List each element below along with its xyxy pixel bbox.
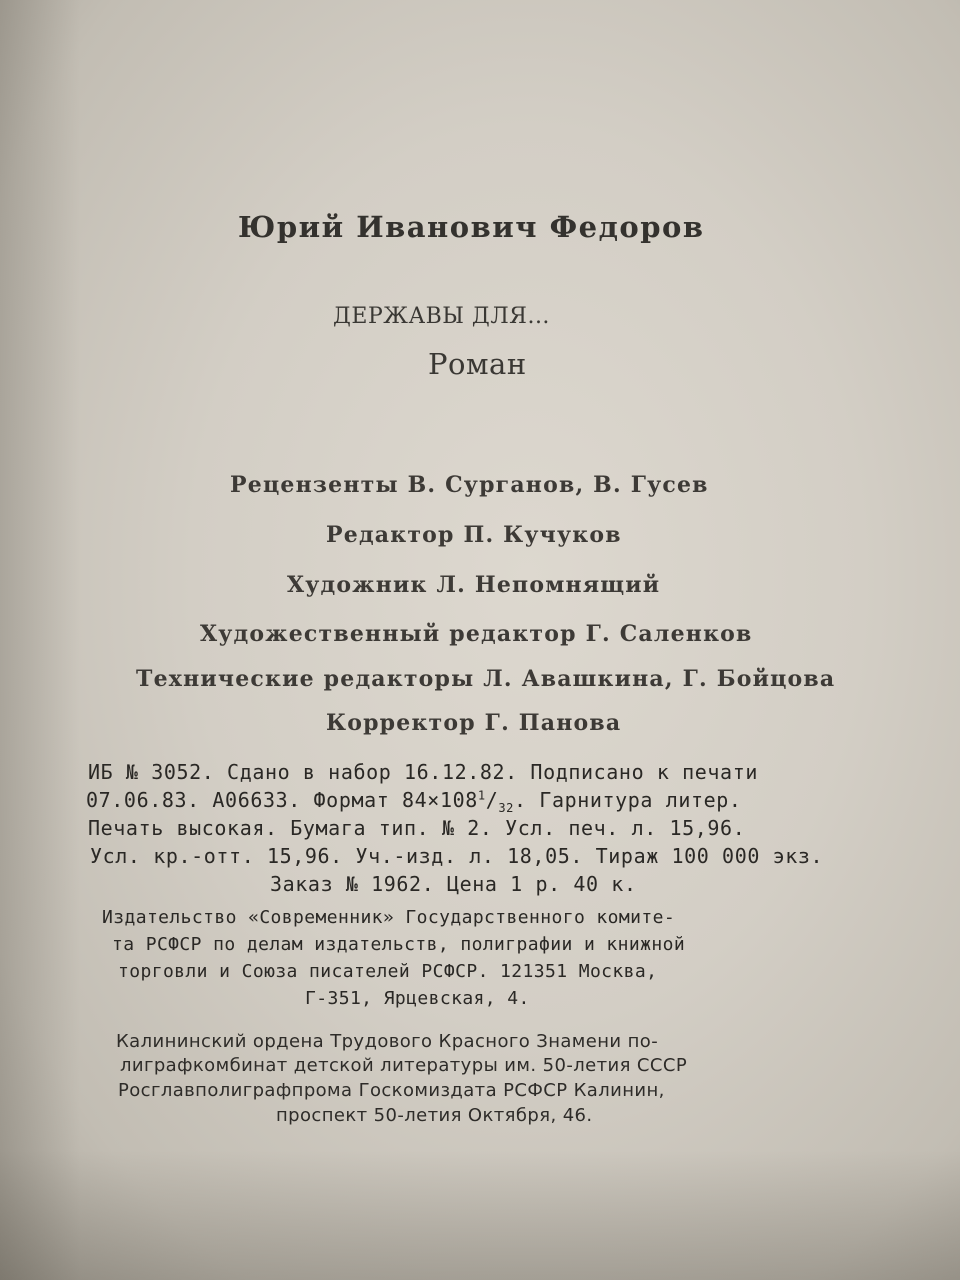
credit-technical-editors: Технические редакторы Л. Авашкина, Г. Бойцова xyxy=(136,666,836,692)
imprint-format-text: 07.06.83. А06633. Формат 84×108 xyxy=(86,788,478,812)
credit-reviewers: Рецензенты В. Сурганов, В. Гусев xyxy=(230,472,709,498)
credit-artist: Художник Л. Непомнящий xyxy=(287,572,661,598)
book-title: ДЕРЖАВЫ ДЛЯ... xyxy=(333,304,550,329)
credit-art-editor: Художественный редактор Г. Саленков xyxy=(200,621,753,647)
imprint-line: ИБ № 3052. Сдано в набор 16.12.82. Подписано к печати xyxy=(88,760,758,784)
imprint-format-denominator: 32 xyxy=(498,801,515,815)
printer-line: лиграфкомбинат детской литературы им. 50-летия СССР xyxy=(120,1055,688,1076)
imprint-line: Заказ № 1962. Цена 1 р. 40 к. xyxy=(270,872,637,896)
imprint-typeface-text: . Гарнитура литер. xyxy=(514,788,742,812)
credit-editor: Редактор П. Кучуков xyxy=(326,522,622,548)
printer-line: Калининский ордена Трудового Красного Знамени по- xyxy=(116,1031,659,1052)
printer-line: Росглавполиграфпрома Госкомиздата РСФСР Калинин, xyxy=(118,1080,665,1101)
publisher-line: та РСФСР по делам издательств, полиграфии и книжной xyxy=(112,934,686,955)
credit-proofreader: Корректор Г. Панова xyxy=(326,710,622,736)
imprint-line-format: 07.06.83. А06633. Формат $84\times 108^1/_{32}$. Гарнитура литер. xyxy=(86,788,742,815)
printer-line: проспект 50-летия Октября, 46. xyxy=(276,1105,593,1126)
book-genre: Роман xyxy=(428,347,527,381)
imprint-format-numerator: 1 xyxy=(477,788,486,803)
publisher-line: Издательство «Современник» Государственного комите- xyxy=(102,907,676,928)
page-shadow-bottom xyxy=(0,1150,960,1280)
imprint-line: Печать высокая. Бумага тип. № 2. Усл. печ. л. 15,96. xyxy=(88,816,746,840)
imprint-line: Усл. кр.-отт. 15,96. Уч.-изд. л. 18,05. Тираж 100 000 экз. xyxy=(90,844,824,868)
publisher-line: Г-351, Ярцевская, 4. xyxy=(305,988,530,1009)
author-name: Юрий Иванович Федоров xyxy=(238,210,705,244)
page-shadow-left xyxy=(0,0,80,1280)
publisher-line: торговли и Союза писателей РСФСР. 121351 Москва, xyxy=(118,961,658,982)
